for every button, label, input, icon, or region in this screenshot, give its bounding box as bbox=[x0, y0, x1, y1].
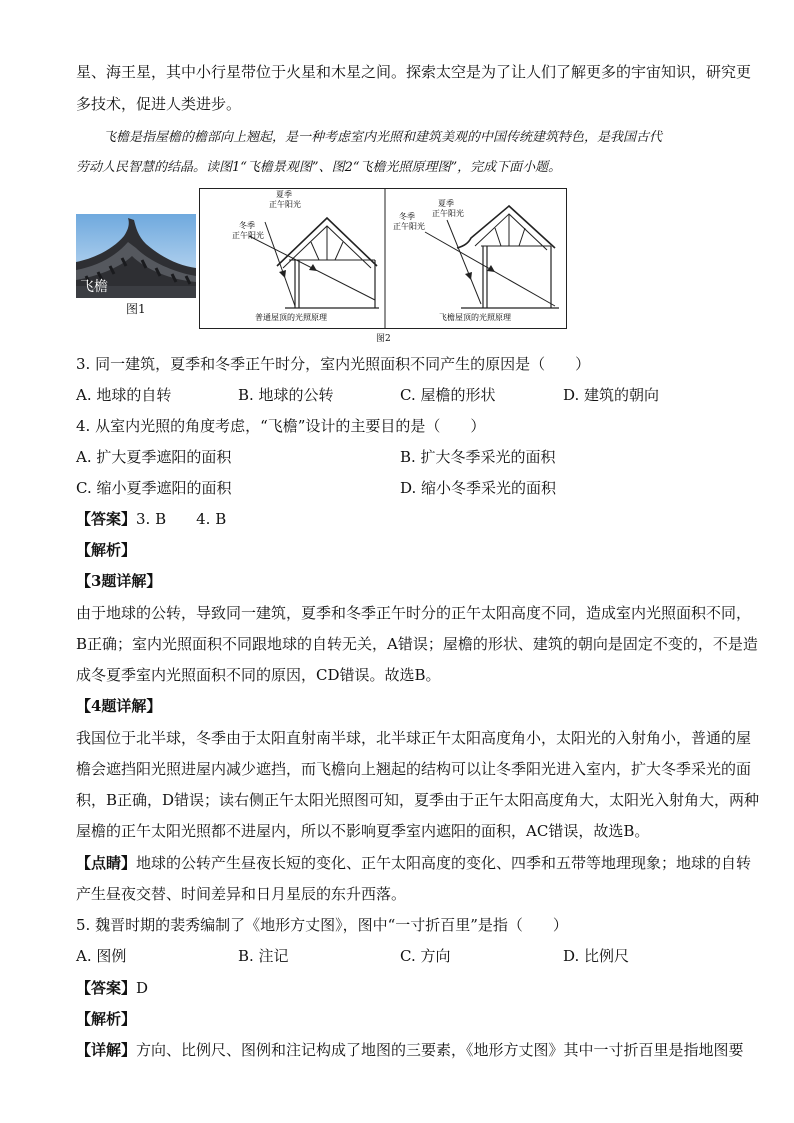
detail-4-line-1: 我国位于北半球，冬季由于太阳直射南半球，北半球正午太阳高度角小，太阳光的入射角小，普通的屋 bbox=[76, 729, 752, 747]
q3-option-b: B. 地球的公转 bbox=[238, 386, 334, 404]
analysis-label: 【解析】 bbox=[76, 541, 137, 559]
left-winter-label-1: 冬季 bbox=[239, 221, 255, 230]
detail-3-line-1: 由于地球的公转，导致同一建筑，夏季和冬季正午时分的正午太阳高度不同，造成室内光照面积不同， bbox=[76, 604, 752, 622]
answer-5 bbox=[76, 978, 718, 998]
key-point-line-1 bbox=[76, 853, 752, 873]
detail-4-line-2: 檐会遮挡阳光照进屋内减少遮挡，而飞檐向上翘起的结构可以让冬季阳光进入室内，扩大冬季采光的面 bbox=[76, 760, 752, 778]
figure1-caption: 图1 bbox=[126, 302, 146, 316]
detail-3-label: 【3题详解】 bbox=[76, 572, 162, 590]
q3-option-d: D. 建筑的朝向 bbox=[563, 386, 660, 404]
question-5-stem: 5. 魏晋时期的裴秀编制了《地形方丈图》，图中“一寸折百里”是指（ ） bbox=[76, 916, 568, 934]
question-4-stem: 4. 从室内光照的角度考虑，“飞檐”设计的主要目的是（ ） bbox=[76, 417, 486, 435]
figure2-diagram bbox=[199, 188, 567, 329]
answer-5-label: 【答案】 bbox=[76, 979, 137, 997]
q5-option-c: C. 方向 bbox=[400, 947, 451, 965]
answer-3-4 bbox=[76, 509, 718, 529]
figure1-overlay-label: 飞檐 bbox=[80, 279, 108, 295]
answer-value: 3. B 4. B bbox=[136, 510, 227, 528]
left-panel-caption: 普通屋顶的光照原理 bbox=[255, 313, 327, 322]
question-3-stem: 3. 同一建筑，夏季和冬季正午时分，室内光照面积不同产生的原因是（ ） bbox=[76, 355, 591, 373]
detail-5-text: 方向、比例尺、图例和注记构成了地图的三要素，《地形方丈图》其中一寸折百里是指地图要 bbox=[136, 1041, 744, 1059]
answer-5-value: D bbox=[136, 979, 149, 997]
q4-option-d: D. 缩小冬季采光的面积 bbox=[400, 479, 557, 497]
q3-option-c: C. 屋檐的形状 bbox=[400, 386, 496, 404]
detail-4-line-4: 屋檐的正午太阳光照都不进屋内，所以不影响夏季室内遮阳的面积，AC错误，故选B。 bbox=[76, 822, 650, 840]
left-summer-label-1: 夏季 bbox=[276, 190, 292, 199]
answer-label: 【答案】 bbox=[76, 510, 137, 528]
right-panel-caption: 飞檐屋顶的光照原理 bbox=[439, 313, 511, 322]
q4-option-c: C. 缩小夏季遮阳的面积 bbox=[76, 479, 232, 497]
q4-option-a: A. 扩大夏季遮阳的面积 bbox=[76, 448, 232, 466]
left-winter-label-2: 正午阳光 bbox=[232, 231, 264, 240]
right-winter-label-2: 正午阳光 bbox=[393, 222, 425, 231]
q5-option-a: A. 图例 bbox=[76, 947, 127, 965]
intro-line-1: 星、海王星，其中小行星带位于火星和木星之间。探索太空是为了让人们了解更多的宇宙知识，研究更 bbox=[76, 63, 752, 81]
detail-3-line-3: 成冬夏季室内光照面积不同的原因，CD错误。故选B。 bbox=[76, 666, 441, 684]
material-line-2: 劳动人民智慧的结晶。读图1“飞檐景观图”、图2“飞檐光照原理图”，完成下面小题。 bbox=[76, 160, 562, 175]
q4-option-b: B. 扩大冬季采光的面积 bbox=[400, 448, 556, 466]
material-line-1: 飞檐是指屋檐的檐部向上翘起，是一种考虑室内光照和建筑美观的中国传统建筑特色，是我国古代 bbox=[103, 130, 663, 145]
q5-option-b: B. 注记 bbox=[238, 947, 289, 965]
detail-4-line-3: 积，B正确，D错误；读右侧正午太阳光照图可知，夏季由于正午太阳高度角大，太阳光入射角大，两种 bbox=[76, 791, 760, 809]
detail-3-line-2: B正确；室内光照面积不同跟地球的自转无关，A错误；屋檐的形状、建筑的朝向是固定不变的，不是造 bbox=[76, 635, 758, 653]
detail-4-label: 【4题详解】 bbox=[76, 697, 162, 715]
right-summer-label-2: 正午阳光 bbox=[432, 209, 464, 218]
detail-5-label: 【详解】 bbox=[76, 1041, 137, 1059]
left-summer-label-2: 正午阳光 bbox=[269, 200, 301, 209]
detail-5-line-1 bbox=[76, 1040, 744, 1060]
figure1-eave-photo bbox=[76, 214, 196, 298]
right-winter-label-1: 冬季 bbox=[399, 212, 415, 221]
intro-line-2: 多技术，促进人类进步。 bbox=[76, 95, 242, 113]
analysis-5-label: 【解析】 bbox=[76, 1010, 137, 1028]
key-point-line-2: 产生昼夜交替、时间差异和日月星辰的东升西落。 bbox=[76, 885, 407, 903]
q3-option-a: A. 地球的自转 bbox=[76, 386, 172, 404]
key-point-label: 【点睛】 bbox=[76, 854, 137, 872]
key-point-text-1: 地球的公转产生昼夜长短的变化、正午太阳高度的变化、四季和五带等地理现象；地球的自转 bbox=[136, 854, 752, 872]
figure2-caption: 图2 bbox=[376, 334, 391, 344]
right-summer-label-1: 夏季 bbox=[438, 199, 454, 208]
q5-option-d: D. 比例尺 bbox=[563, 947, 630, 965]
